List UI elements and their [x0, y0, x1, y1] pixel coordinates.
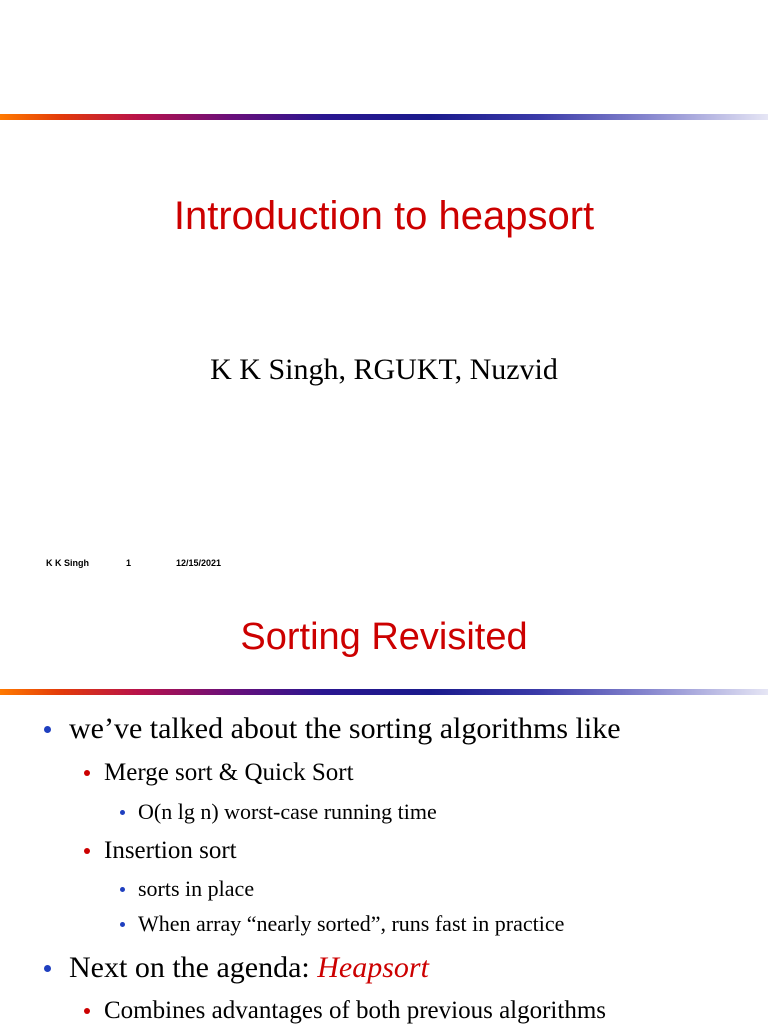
gradient-divider-slide-2 — [0, 689, 768, 695]
bullet-text: we’ve talked about the sorting algorithms like — [69, 712, 621, 745]
heapsort-emphasis: Heapsort — [317, 951, 429, 984]
bullet-dot-icon — [84, 848, 90, 854]
bullet-text: Insertion sort — [104, 837, 237, 864]
gradient-divider-top — [0, 114, 768, 120]
bullet-dot-icon — [44, 726, 51, 733]
bullet-dot-icon — [120, 922, 125, 927]
bullet-level-2 — [84, 758, 354, 788]
bullet-text: When array “nearly sorted”, runs fast in practice — [138, 911, 565, 936]
bullet-dot-icon — [84, 770, 90, 776]
bullet-text: Merge sort & Quick Sort — [104, 759, 354, 786]
bullet-text: Combines advantages of both previous algorithms — [104, 997, 607, 1024]
bullet-level-1 — [44, 711, 621, 747]
bullet-dot-icon — [120, 887, 125, 892]
bullet-level-3 — [120, 799, 437, 825]
slide-1-title: Introduction to heapsort — [173, 194, 595, 238]
bullet-dot-icon — [44, 965, 51, 972]
slide-1-subtitle: K K Singh, RGUKT, Nuzvid — [210, 353, 558, 386]
bullet-level-1 — [44, 950, 429, 986]
bullet-text: O(n lg n) worst-case running time — [138, 799, 437, 824]
bullet-text: sorts in place — [138, 876, 255, 901]
slide-2-title: Sorting Revisited — [240, 616, 528, 658]
footer-date: 12/15/2021 — [176, 558, 222, 568]
footer-slide-number: 1 — [126, 558, 132, 568]
bullet-level-3 — [120, 911, 564, 937]
bullet-level-2 — [84, 836, 237, 866]
footer-author: K K Singh — [46, 558, 89, 568]
bullet-level-2 — [84, 996, 606, 1024]
bullet-level-3 — [120, 876, 254, 902]
bullet-dot-icon — [120, 810, 125, 815]
bullet-text: Next on the agenda: — [69, 951, 318, 984]
bullet-dot-icon — [84, 1008, 90, 1014]
